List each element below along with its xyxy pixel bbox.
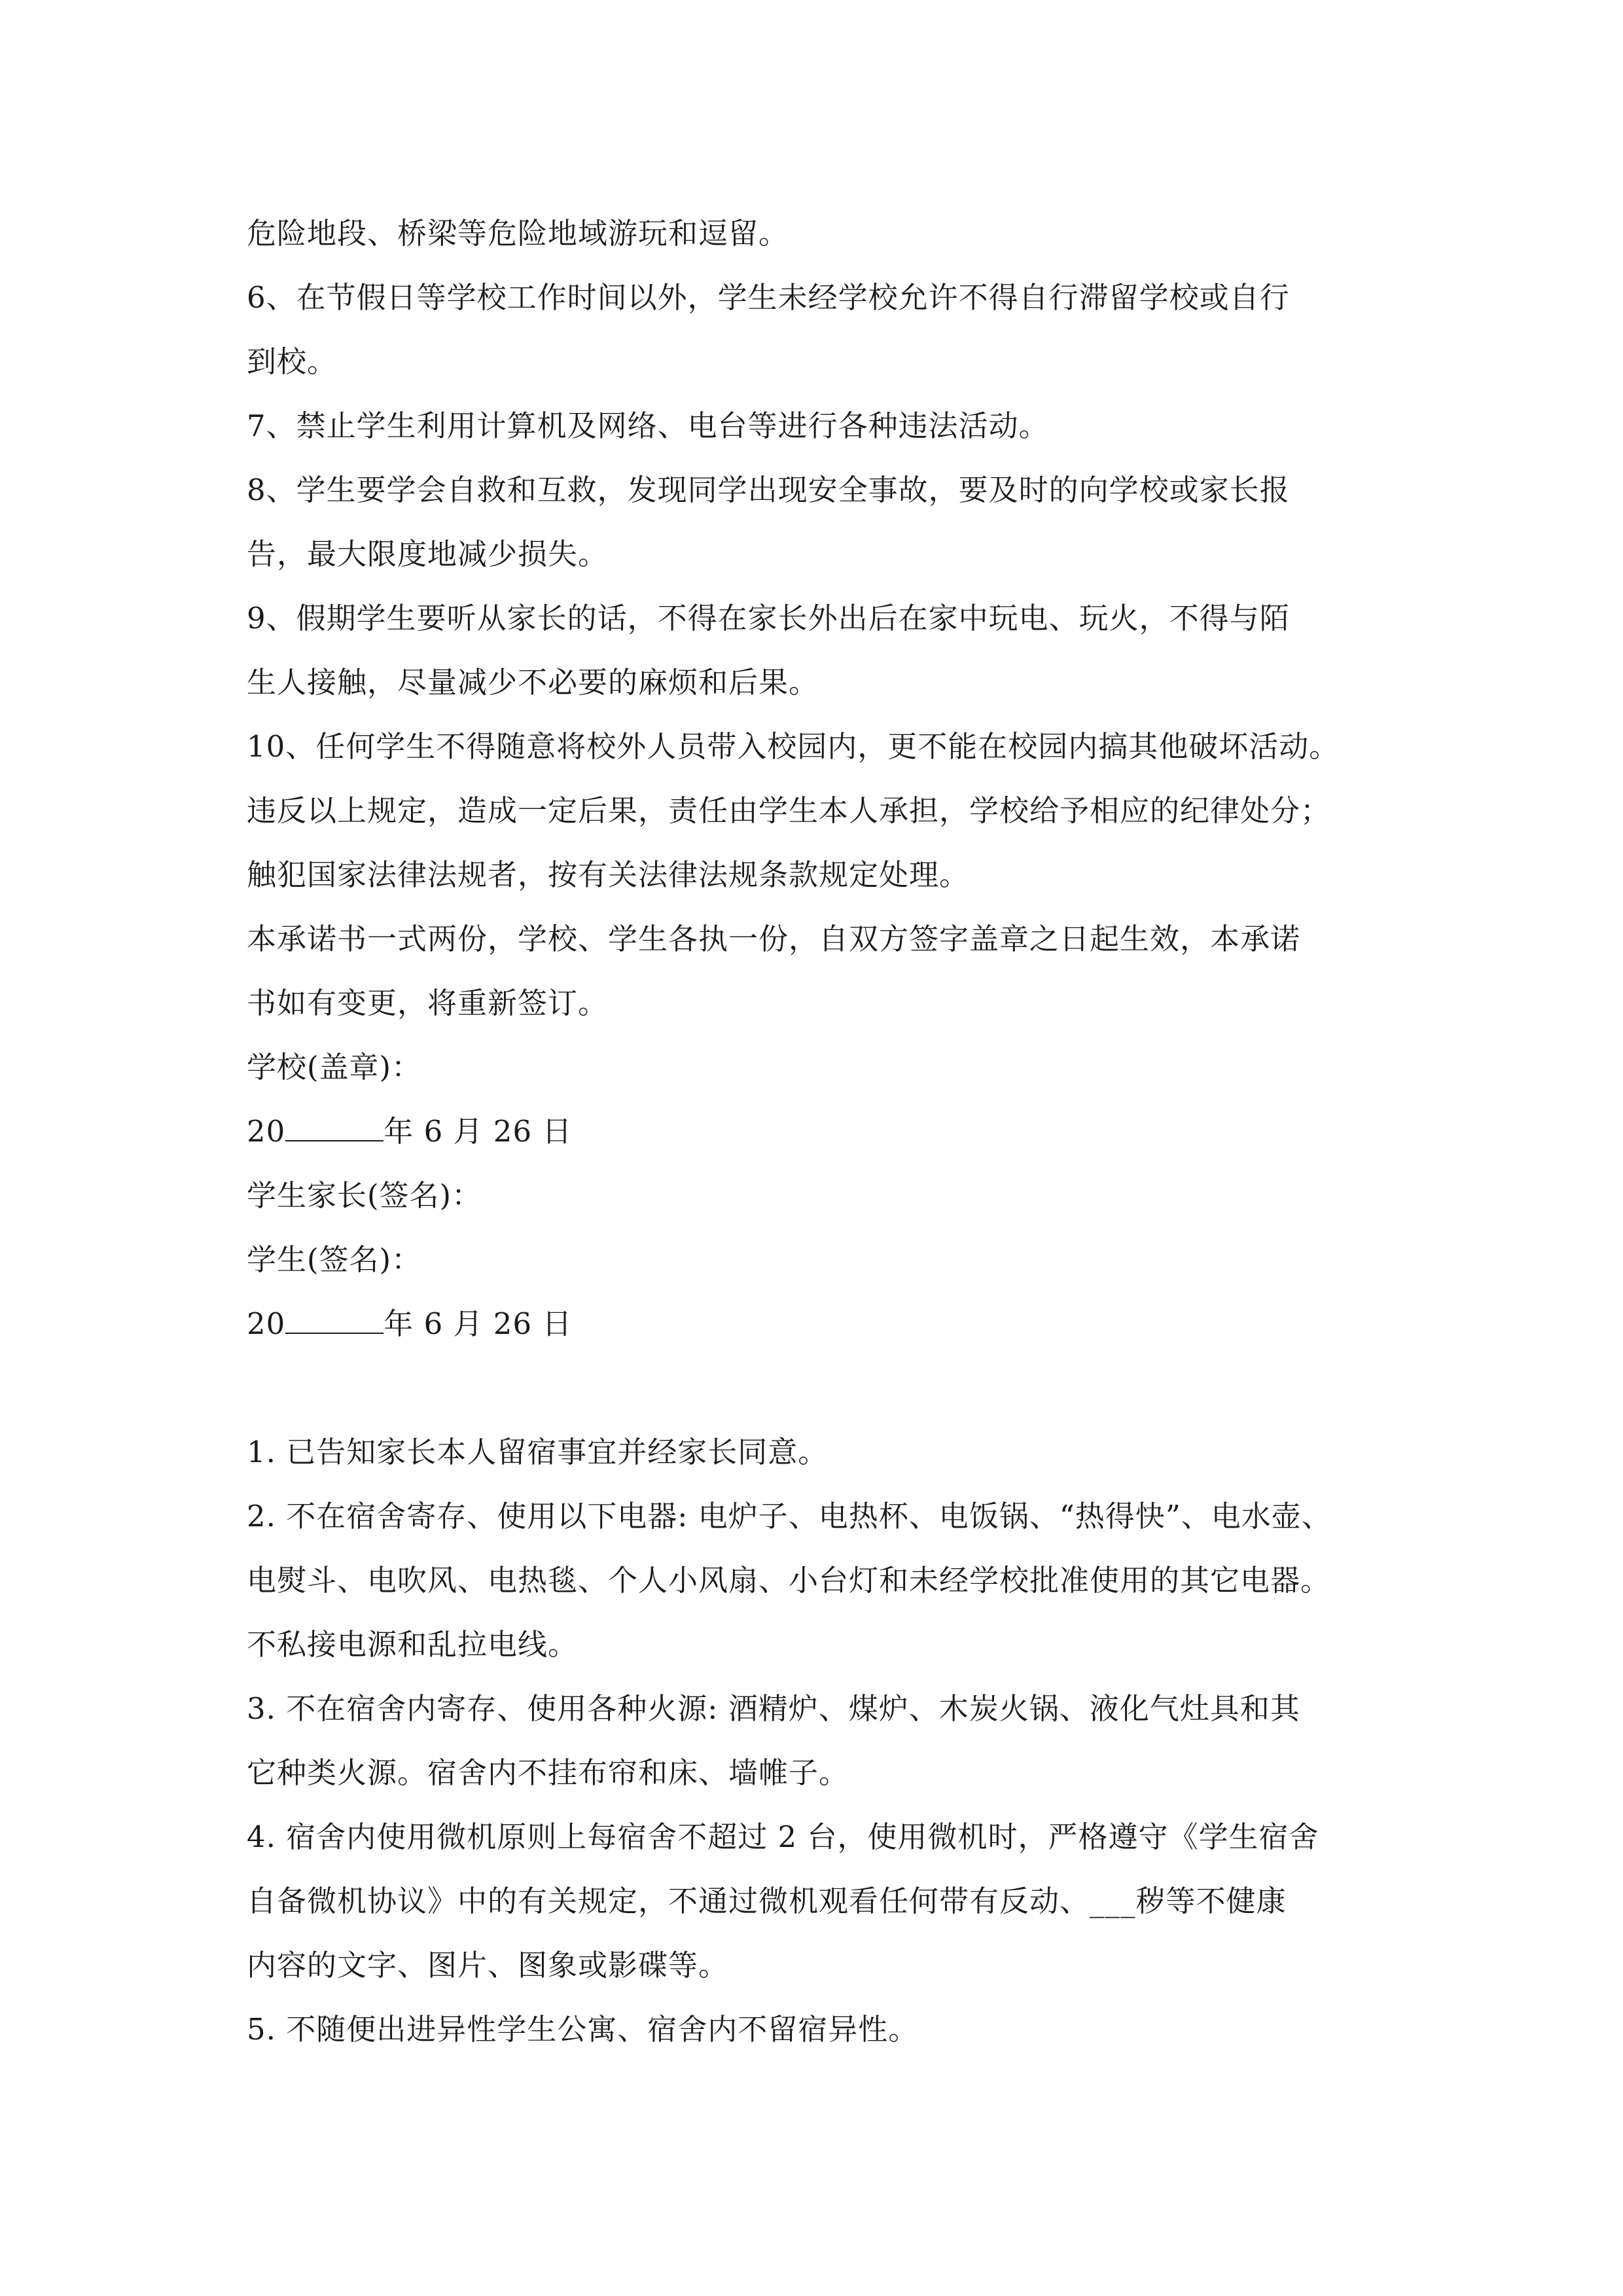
text-line: 违反以上规定，造成一定后果，责任由学生本人承担，学校给予相应的纪律处分； [247, 793, 1331, 828]
date-line-1 [247, 1100, 1399, 1164]
text-line: 到校。 [247, 344, 338, 379]
text-line: 7、禁止学生利用计算机及网络、电台等进行各种违法活动。 [247, 408, 1049, 443]
rule-item: 它种类火源。宿舍内不挂布帘和床、墙帷子。 [247, 1755, 849, 1790]
school-seal-line: 学校(盖章)： [247, 1050, 422, 1085]
year-blank [285, 1114, 383, 1141]
text-line: 告，最大限度地减少损失。 [247, 537, 609, 571]
date-suffix: 年 6 月 26 日 [383, 1114, 573, 1149]
rule-item: 2. 不在宿舍寄存、使用以下电器: 电炉子、电热杯、电饭锅、“热得快”、电水壶、 [247, 1499, 1332, 1534]
date-prefix: 20 [247, 1114, 286, 1149]
date-suffix: 年 6 月 26 日 [383, 1306, 573, 1341]
rule-item: 4. 宿舍内使用微机原则上每宿舍不超过 2 台，使用微机时，严格遵守《学生宿舍 [247, 1820, 1319, 1854]
text-line: 6、在节假日等学校工作时间以外，学生未经学校允许不得自行滞留学校或自行 [247, 280, 1290, 315]
section-gap [247, 1356, 1399, 1420]
rule-item: 5. 不随便出进异性学生公寓、宿舍内不留宿异性。 [247, 2012, 919, 2047]
text-line: 危险地段、桥梁等危险地域游玩和逗留。 [247, 216, 789, 251]
text-line: 触犯国家法律法规者，按有关法律法规条款规定处理。 [247, 857, 970, 892]
date-prefix: 20 [247, 1306, 286, 1341]
rule-item: 内容的文字、图片、图象或影碟等。 [247, 1948, 729, 1982]
rule-item: 1. 已告知家长本人留宿事宜并经家长同意。 [247, 1435, 829, 1469]
text-line: 9、假期学生要听从家长的话，不得在家长外出后在家中玩电、玩火，不得与陌 [247, 601, 1290, 636]
text-line: 本承诺书一式两份，学校、学生各执一份，自双方签字盖章之日起生效，本承诺 [247, 922, 1301, 956]
document-body [247, 202, 1399, 2062]
student-signature-line: 学生(签名)： [247, 1242, 422, 1277]
rule-item: 自备微机协议》中的有关规定，不通过微机观看任何带有反动、___秽等不健康 [247, 1884, 1287, 1918]
rule-item: 不私接电源和乱拉电线。 [247, 1627, 579, 1662]
year-blank [285, 1306, 383, 1334]
text-line: 生人接触，尽量减少不必要的麻烦和后果。 [247, 665, 819, 700]
rule-item: 3. 不在宿舍内寄存、使用各种火源: 酒精炉、煤炉、木炭火锅、液化气灶具和其 [247, 1691, 1300, 1726]
date-line-2 [247, 1292, 1399, 1356]
text-line: 书如有变更，将重新签订。 [247, 986, 609, 1020]
rule-item: 电熨斗、电吹风、电热毯、个人小风扇、小台灯和未经学校批准使用的其它电器。 [247, 1563, 1331, 1598]
text-line: 10、任何学生不得随意将校外人员带入校园内，更不能在校园内搞其他破坏活动。 [247, 729, 1340, 764]
text-line: 8、学生要学会自救和互救，发现同学出现安全事故，要及时的向学校或家长报 [247, 473, 1290, 507]
parent-signature-line: 学生家长(签名)： [247, 1178, 482, 1213]
